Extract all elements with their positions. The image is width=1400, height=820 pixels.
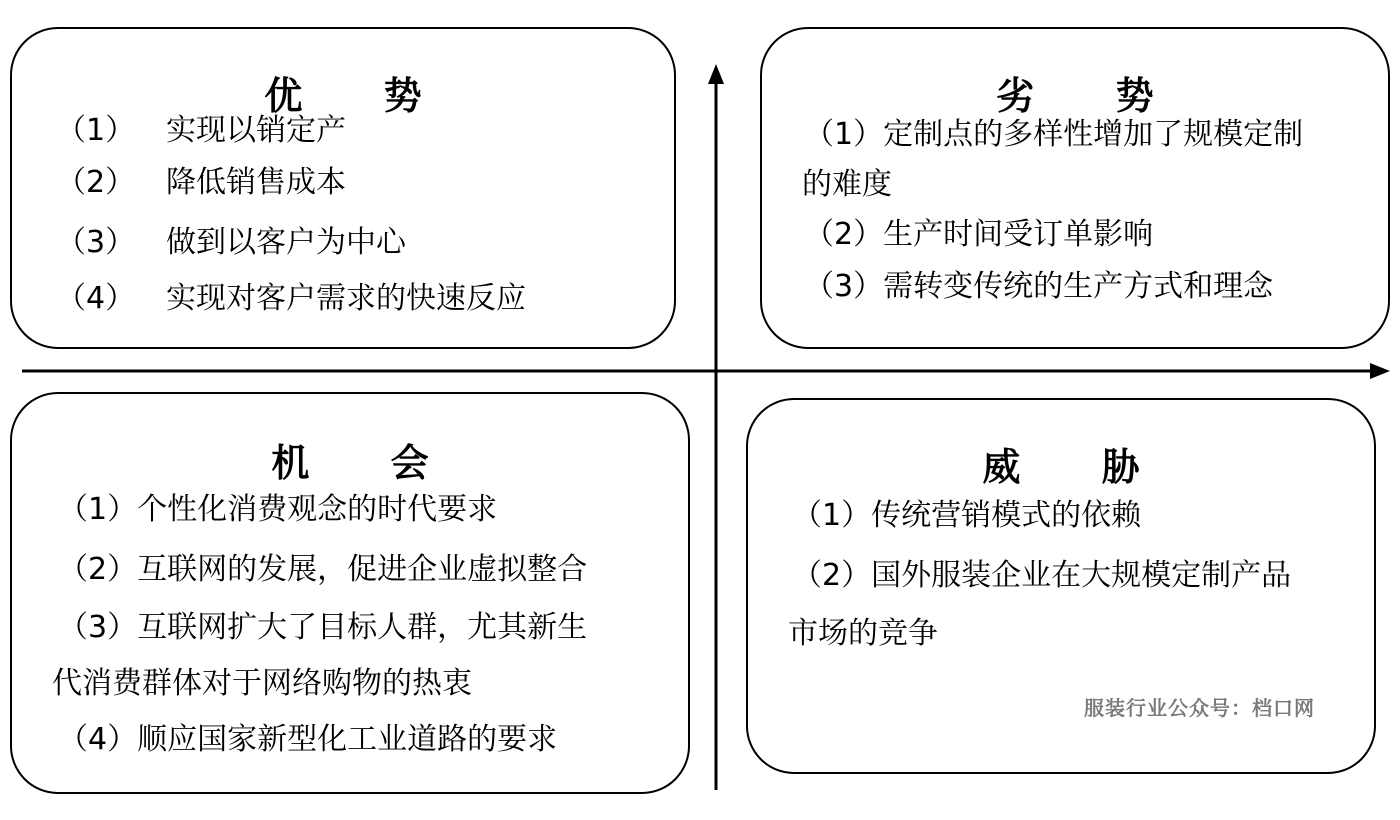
item-number: （4） [56,281,136,316]
threats-title: 威 胁 [982,444,1174,489]
opportunities-line: （1）个性化消费观念的时代要求 [58,492,498,527]
item-number: （3） [56,225,136,260]
opportunities-line: （3）互联网扩大了目标人群，尤其新生 [58,610,588,645]
threats-line: （1）传统营销模式的依赖 [792,498,1142,533]
opportunities-line: （4）顺应国家新型化工业道路的要求 [58,722,558,757]
threats-box [746,398,1376,774]
opportunities-box [10,392,690,794]
item-text: 实现对客户需求的快速反应 [166,281,526,316]
watermark: 服装行业公众号：档口网 [1084,696,1315,720]
opportunities-line: 代消费群体对于网络购物的热衷 [52,666,472,701]
strengths-title: 优 势 [264,73,456,118]
weaknesses-line: （3）需转变传统的生产方式和理念 [804,269,1274,304]
opportunities-line: （2）互联网的发展，促进企业虚拟整合 [58,552,588,587]
weaknesses-line: 的难度 [802,167,892,202]
item-number: （1） [56,113,136,148]
item-text: 做到以客户为中心 [166,225,406,260]
opportunities-title: 机 会 [271,440,463,485]
item-text: 实现以销定产 [166,113,346,148]
vertical-axis-arrowhead [708,64,724,84]
threats-line: 市场的竞争 [788,616,938,651]
weaknesses-line: （2）生产时间受订单影响 [804,217,1154,252]
item-number: （2） [56,165,136,200]
weaknesses-box [760,27,1390,349]
strengths-item [56,163,346,203]
item-text: 降低销售成本 [166,165,346,200]
strengths-item [56,223,406,263]
strengths-item [56,279,526,319]
weaknesses-line: （1）定制点的多样性增加了规模定制 [804,117,1304,152]
strengths-box [10,27,676,349]
weaknesses-title: 劣 势 [996,73,1188,118]
threats-line: （2）国外服装企业在大规模定制产品 [792,558,1292,593]
horizontal-axis-arrowhead [1370,363,1390,379]
strengths-item [56,111,346,151]
